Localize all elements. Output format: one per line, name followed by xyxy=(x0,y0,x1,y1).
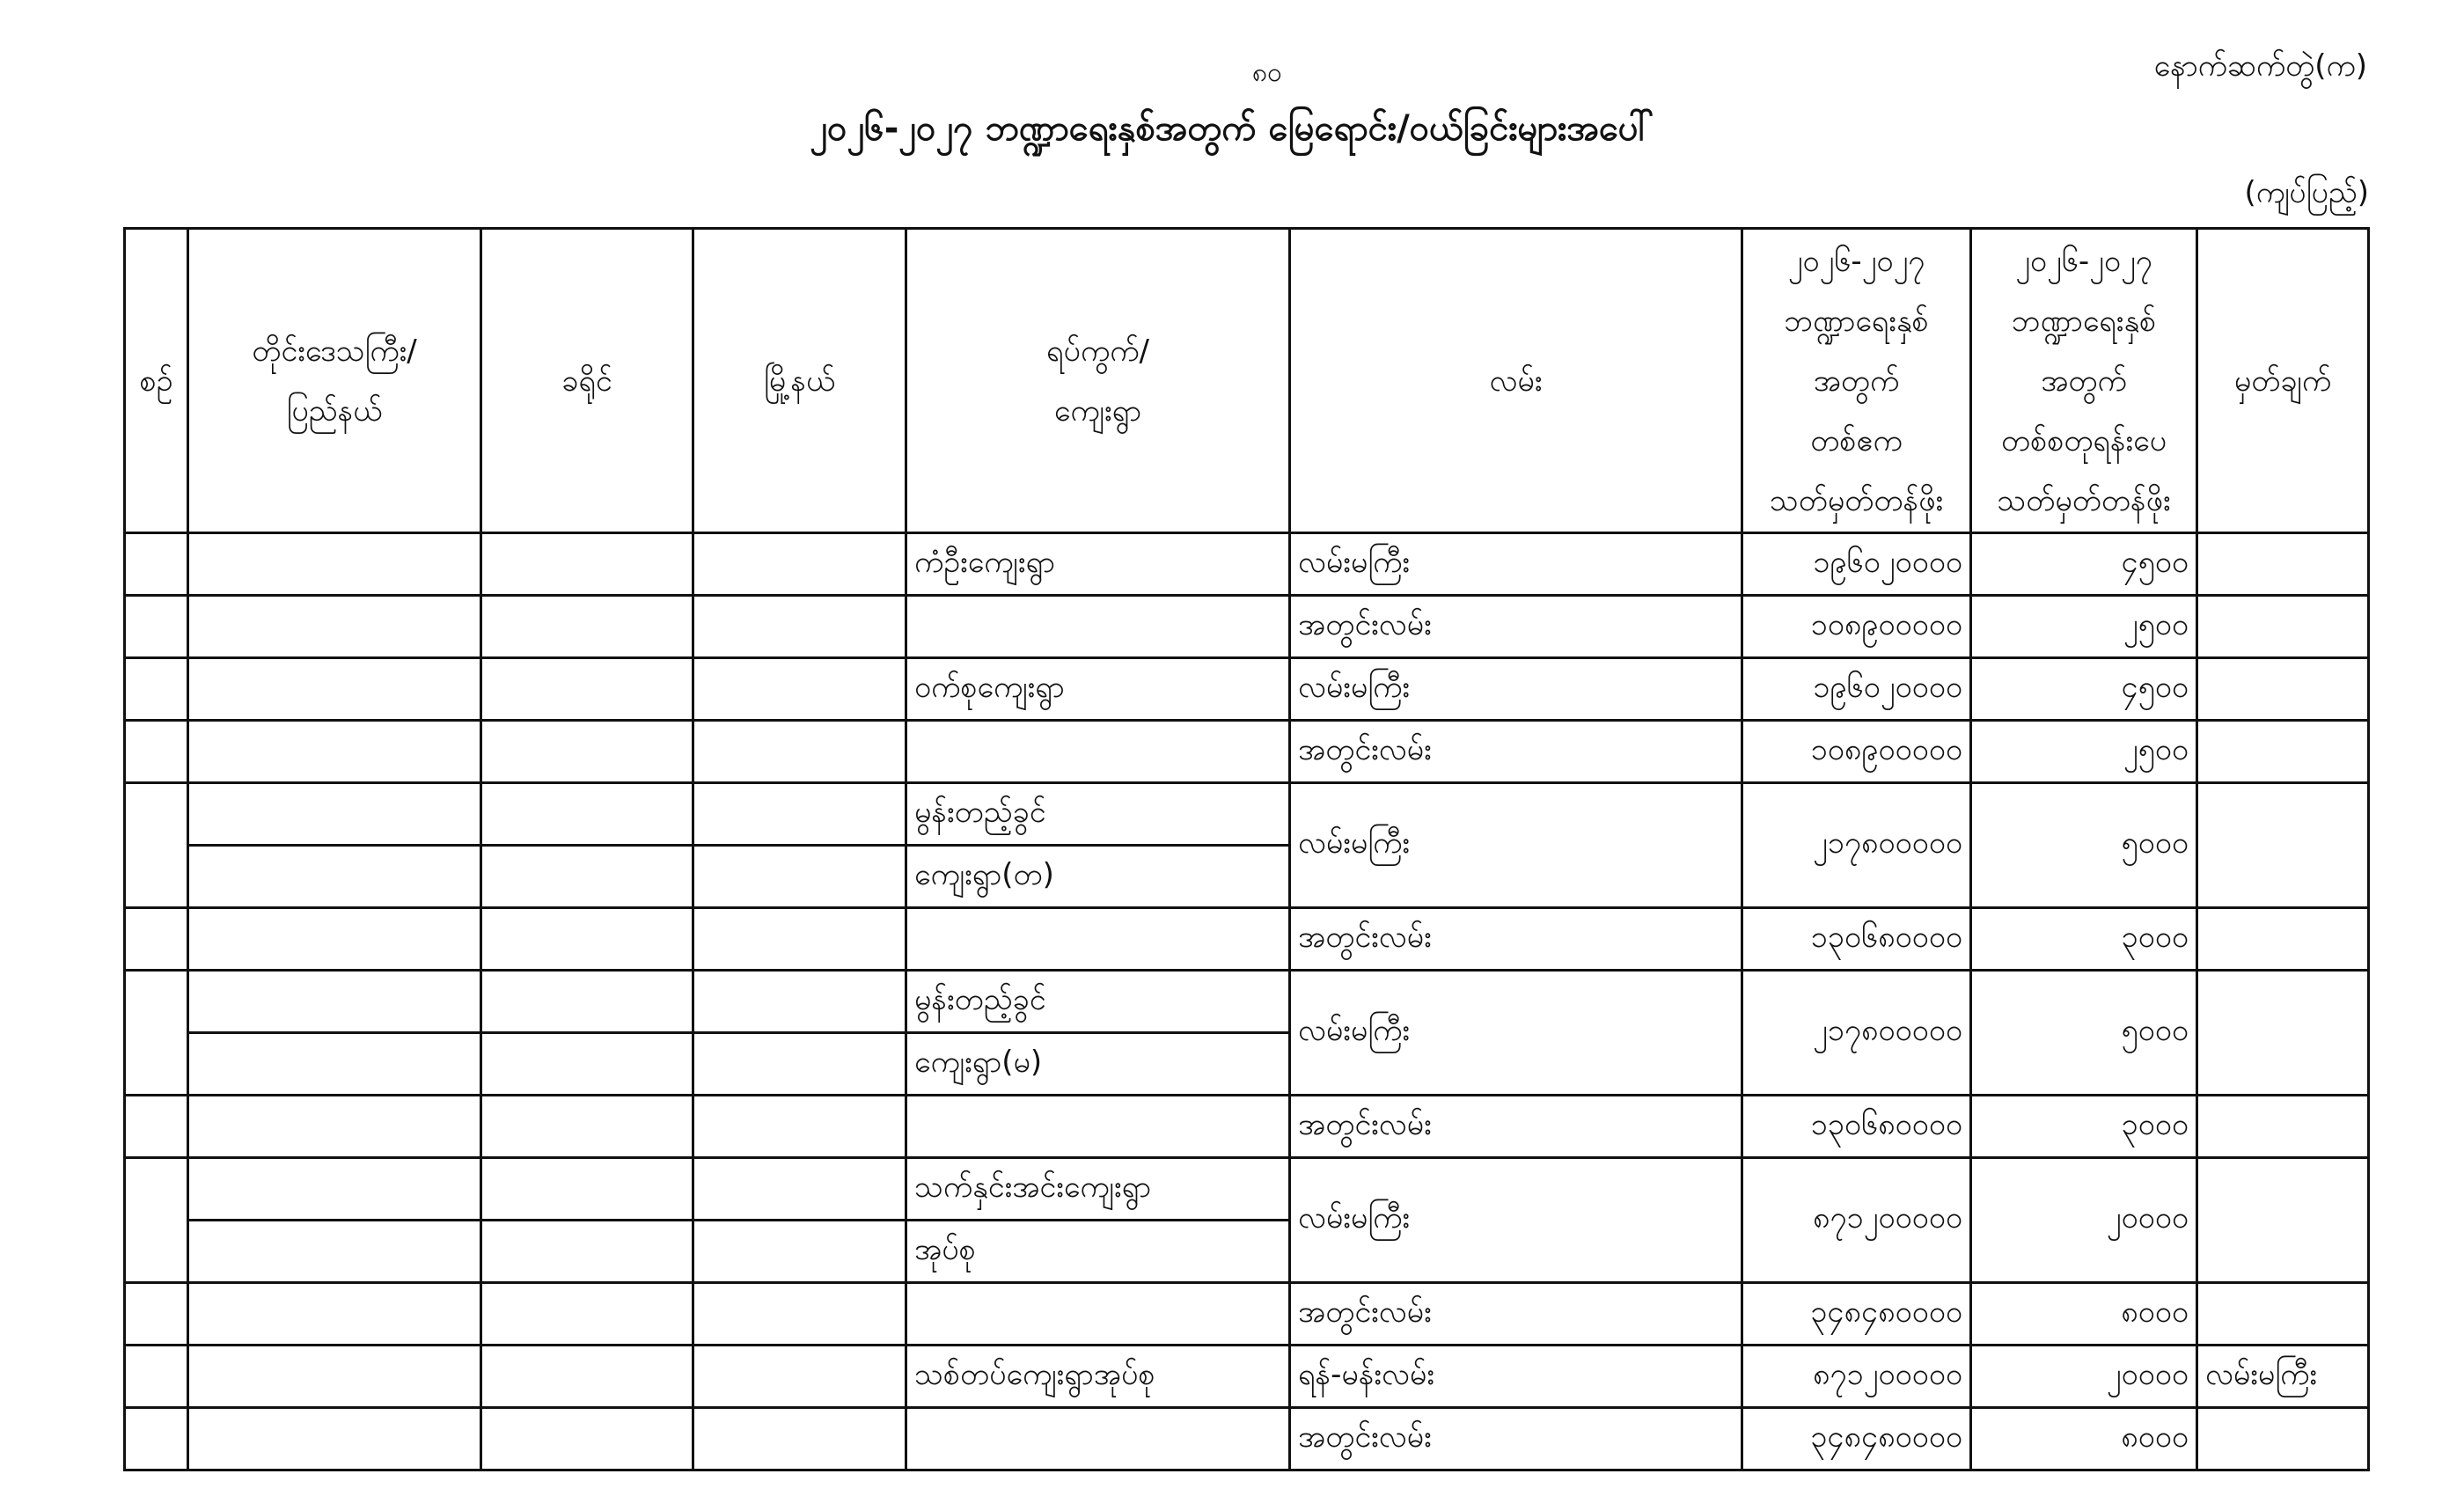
cell-serial xyxy=(125,1096,188,1158)
cell-road: လမ်းမကြီး xyxy=(1290,971,1742,1096)
cell-value-per-acre: ၁၉၆၀၂၀၀၀၀ xyxy=(1742,533,1971,596)
cell-ward: ဝက်စုကျေးရွာ xyxy=(906,658,1290,721)
unit-label: (ကျပ်ပြည့်) xyxy=(2244,175,2369,210)
cell-township xyxy=(693,721,906,783)
table-row xyxy=(125,1096,2369,1158)
cell-township xyxy=(693,658,906,721)
cell-region xyxy=(188,1033,481,1096)
cell-serial xyxy=(125,1158,188,1283)
cell-road: လမ်းမကြီး xyxy=(1290,1158,1742,1283)
cell-value-per-acre: ၁၃၀၆၈၀၀၀၀ xyxy=(1742,908,1971,971)
cell-township xyxy=(693,1408,906,1470)
cell-region xyxy=(188,1283,481,1346)
cell-remarks xyxy=(2197,721,2369,783)
cell-road: လမ်းမကြီး xyxy=(1290,658,1742,721)
cell-road: လမ်းမကြီး xyxy=(1290,783,1742,908)
cell-remarks xyxy=(2197,783,2369,908)
cell-region xyxy=(188,1346,481,1408)
cell-remarks xyxy=(2197,971,2369,1096)
cell-value-per-sqft: ၄၅၀၀ xyxy=(1971,658,2197,721)
cell-region xyxy=(188,1408,481,1470)
table-row xyxy=(125,721,2369,783)
cell-value-per-sqft: ၈၀၀၀ xyxy=(1971,1408,2197,1470)
cell-road: အတွင်းလမ်း xyxy=(1290,1096,1742,1158)
cell-township xyxy=(693,1283,906,1346)
cell-region xyxy=(188,658,481,721)
cell-district xyxy=(481,1096,693,1158)
cell-district xyxy=(481,1346,693,1408)
page-number: ၈၀ xyxy=(1251,57,1282,88)
cell-ward: သက်နှင်းအင်းကျေးရွာ xyxy=(906,1158,1290,1221)
cell-region xyxy=(188,971,481,1033)
cell-road: အတွင်းလမ်း xyxy=(1290,596,1742,658)
cell-serial xyxy=(125,658,188,721)
table-row xyxy=(125,596,2369,658)
cell-township xyxy=(693,971,906,1033)
cell-value-per-sqft: ၈၀၀၀ xyxy=(1971,1283,2197,1346)
cell-ward: ကံဦးကျေးရွာ xyxy=(906,533,1290,596)
cell-district xyxy=(481,721,693,783)
cell-township xyxy=(693,1158,906,1221)
cell-value-per-sqft: ၅၀၀၀ xyxy=(1971,783,2197,908)
cell-road: လမ်းမကြီး xyxy=(1290,533,1742,596)
cell-remarks xyxy=(2197,1158,2369,1283)
cell-value-per-acre: ၂၁၇၈၀၀၀၀၀ xyxy=(1742,971,1971,1096)
cell-region xyxy=(188,721,481,783)
cell-township xyxy=(693,1096,906,1158)
cell-district xyxy=(481,1408,693,1470)
cell-road: အတွင်းလမ်း xyxy=(1290,721,1742,783)
cell-ward: ကျေးရွာ(မ) xyxy=(906,1033,1290,1096)
header-value-per-acre: ၂၀၂၆-၂၀၂၇ ဘဏ္ဍာရေးနှစ် အတွက် တစ်ဧက သတ်မှတ်တန်ဖိုး xyxy=(1742,229,1971,533)
cell-serial xyxy=(125,596,188,658)
cell-road: အတွင်းလမ်း xyxy=(1290,908,1742,971)
header-serial: စဉ် xyxy=(125,229,188,533)
cell-value-per-acre: ၈၇၁၂၀၀၀၀၀ xyxy=(1742,1158,1971,1283)
cell-serial xyxy=(125,908,188,971)
table-row xyxy=(125,533,2369,596)
cell-district xyxy=(481,783,693,846)
header-region: တိုင်းဒေသကြီး/ ပြည်နယ် xyxy=(188,229,481,533)
cell-remarks xyxy=(2197,658,2369,721)
cell-ward: သစ်တပ်ကျေးရွာအုပ်စု xyxy=(906,1346,1290,1408)
cell-value-per-sqft: ၂၅၀၀ xyxy=(1971,596,2197,658)
cell-remarks xyxy=(2197,533,2369,596)
cell-ward: ကျေးရွာ(တ) xyxy=(906,846,1290,908)
cell-value-per-acre: ၁၃၀၆၈၀၀၀၀ xyxy=(1742,1096,1971,1158)
cell-township xyxy=(693,533,906,596)
cell-value-per-acre: ၃၄၈၄၈၀၀၀၀ xyxy=(1742,1283,1971,1346)
cell-ward: မွန်းတည့်ခွင် xyxy=(906,783,1290,846)
cell-value-per-acre: ၁၉၆၀၂၀၀၀၀ xyxy=(1742,658,1971,721)
cell-road: အတွင်းလမ်း xyxy=(1290,1408,1742,1470)
cell-township xyxy=(693,908,906,971)
cell-region xyxy=(188,846,481,908)
cell-district xyxy=(481,971,693,1033)
table-row xyxy=(125,1408,2369,1470)
cell-remarks: လမ်းမကြီး xyxy=(2197,1346,2369,1408)
cell-ward xyxy=(906,1283,1290,1346)
cell-ward: မွန်းတည့်ခွင် xyxy=(906,971,1290,1033)
page-title: ၂၀၂၆-၂၀၂၇ ဘဏ္ဍာရေးနှစ်အတွက် မြေရောင်း/ဝယ်ခြင်းများအပေါ် xyxy=(810,108,1654,149)
cell-region xyxy=(188,533,481,596)
cell-district xyxy=(481,1221,693,1283)
cell-value-per-sqft: ၂၀၀၀၀ xyxy=(1971,1158,2197,1283)
cell-value-per-sqft: ၄၅၀၀ xyxy=(1971,533,2197,596)
header-remarks: မှတ်ချက် xyxy=(2197,229,2369,533)
cell-ward: အုပ်စု xyxy=(906,1221,1290,1283)
cell-ward xyxy=(906,908,1290,971)
cell-district xyxy=(481,658,693,721)
cell-serial xyxy=(125,721,188,783)
cell-value-per-sqft: ၂၅၀၀ xyxy=(1971,721,2197,783)
cell-value-per-acre: ၈၇၁၂၀၀၀၀၀ xyxy=(1742,1346,1971,1408)
cell-district xyxy=(481,596,693,658)
table-row xyxy=(125,1158,2369,1221)
cell-region xyxy=(188,1096,481,1158)
table-row xyxy=(125,971,2369,1033)
cell-ward xyxy=(906,721,1290,783)
cell-remarks xyxy=(2197,1408,2369,1470)
cell-region xyxy=(188,1221,481,1283)
cell-remarks xyxy=(2197,908,2369,971)
cell-region xyxy=(188,1158,481,1221)
cell-value-per-acre: ၃၄၈၄၈၀၀၀၀ xyxy=(1742,1408,1971,1470)
cell-value-per-sqft: ၂၀၀၀၀ xyxy=(1971,1346,2197,1408)
cell-region xyxy=(188,596,481,658)
cell-district xyxy=(481,1158,693,1221)
cell-district xyxy=(481,533,693,596)
cell-township xyxy=(693,1346,906,1408)
table-row xyxy=(125,908,2369,971)
cell-district xyxy=(481,846,693,908)
cell-remarks xyxy=(2197,596,2369,658)
table-row xyxy=(125,658,2369,721)
cell-ward xyxy=(906,596,1290,658)
cell-road: အတွင်းလမ်း xyxy=(1290,1283,1742,1346)
header-ward: ရပ်ကွက်/ ကျေးရွာ xyxy=(906,229,1290,533)
cell-serial xyxy=(125,1283,188,1346)
cell-region xyxy=(188,783,481,846)
cell-district xyxy=(481,1283,693,1346)
valuation-table xyxy=(123,227,2370,1471)
cell-district xyxy=(481,908,693,971)
table-row xyxy=(125,783,2369,846)
annex-label: နောက်ဆက်တွဲ(က) xyxy=(2153,48,2367,84)
cell-value-per-sqft: ၃၀၀၀ xyxy=(1971,1096,2197,1158)
cell-serial xyxy=(125,1408,188,1470)
cell-ward xyxy=(906,1096,1290,1158)
cell-ward xyxy=(906,1408,1290,1470)
cell-value-per-sqft: ၅၀၀၀ xyxy=(1971,971,2197,1096)
header-value-per-sqft: ၂၀၂၆-၂၀၂၇ ဘဏ္ဍာရေးနှစ် အတွက် တစ်စတုရန်းပေ သတ်မှတ်တန်ဖိုး xyxy=(1971,229,2197,533)
cell-serial xyxy=(125,533,188,596)
header-road: လမ်း xyxy=(1290,229,1742,533)
cell-district xyxy=(481,1033,693,1096)
cell-remarks xyxy=(2197,1096,2369,1158)
cell-value-per-acre: ၁၀၈၉၀၀၀၀၀ xyxy=(1742,596,1971,658)
cell-value-per-acre: ၂၁၇၈၀၀၀၀၀ xyxy=(1742,783,1971,908)
cell-township xyxy=(693,846,906,908)
header-township: မြို့နယ် xyxy=(693,229,906,533)
cell-township xyxy=(693,1221,906,1283)
table-row xyxy=(125,1283,2369,1346)
cell-township xyxy=(693,596,906,658)
cell-value-per-acre: ၁၀၈၉၀၀၀၀၀ xyxy=(1742,721,1971,783)
cell-road: ရန်-မန်းလမ်း xyxy=(1290,1346,1742,1408)
cell-township xyxy=(693,783,906,846)
header-district: ခရိုင် xyxy=(481,229,693,533)
cell-serial xyxy=(125,971,188,1096)
cell-value-per-sqft: ၃၀၀၀ xyxy=(1971,908,2197,971)
cell-region xyxy=(188,908,481,971)
header-row xyxy=(125,229,2369,533)
cell-serial xyxy=(125,1346,188,1408)
cell-remarks xyxy=(2197,1283,2369,1346)
cell-township xyxy=(693,1033,906,1096)
cell-serial xyxy=(125,783,188,908)
table-row xyxy=(125,1346,2369,1408)
